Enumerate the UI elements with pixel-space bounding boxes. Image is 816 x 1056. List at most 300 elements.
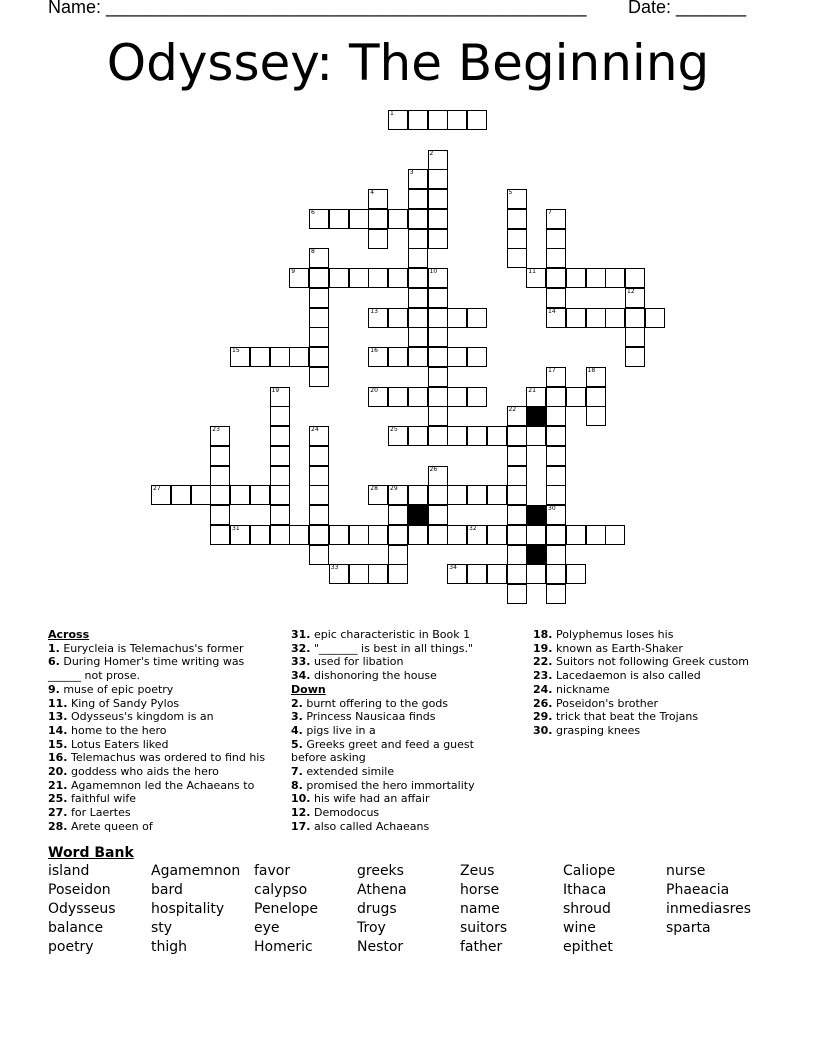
clue-item xyxy=(291,820,526,834)
grid-cell[interactable] xyxy=(546,446,566,466)
grid-cell[interactable] xyxy=(408,288,428,308)
clue-number: 2. xyxy=(291,696,303,710)
grid-cell[interactable] xyxy=(487,426,507,446)
grid-cell[interactable] xyxy=(447,485,467,505)
grid-cell[interactable] xyxy=(507,248,527,268)
grid-cell[interactable] xyxy=(507,209,527,229)
clue-text: trick that beat the Trojans xyxy=(556,710,699,724)
word-bank-column xyxy=(563,862,615,957)
clue-number: 32. xyxy=(291,641,311,655)
grid-cell[interactable] xyxy=(309,446,329,466)
grid-cell[interactable] xyxy=(309,525,329,545)
grid-cell[interactable] xyxy=(566,564,586,584)
grid-cell[interactable] xyxy=(250,525,270,545)
clue-number: 28. xyxy=(48,819,68,833)
grid-cell[interactable] xyxy=(408,387,428,407)
grid-cell[interactable] xyxy=(526,426,546,446)
clue-number: 23. xyxy=(533,669,553,683)
grid-cell[interactable] xyxy=(368,564,388,584)
grid-block-cell xyxy=(526,505,546,525)
clue-item xyxy=(291,779,526,793)
grid-cell[interactable] xyxy=(546,466,566,486)
grid-cell[interactable] xyxy=(428,387,448,407)
clue-text: Lacedaemon is also called xyxy=(556,669,701,683)
across-heading: Across xyxy=(48,628,90,641)
name-field-label: Name: ________________________________________________ xyxy=(48,0,587,17)
grid-cell[interactable] xyxy=(388,426,408,446)
grid-cell[interactable] xyxy=(408,308,428,328)
clue-number: 1 xyxy=(390,110,394,117)
grid-cell[interactable] xyxy=(349,564,369,584)
word-bank-word: Troy xyxy=(357,920,386,936)
grid-cell[interactable] xyxy=(388,308,408,328)
grid-cell[interactable] xyxy=(428,426,448,446)
grid-cell[interactable] xyxy=(210,446,230,466)
grid-cell[interactable] xyxy=(191,485,211,505)
grid-cell[interactable] xyxy=(270,426,290,446)
clue-text: dishonoring the house xyxy=(314,669,437,683)
grid-cell[interactable] xyxy=(467,387,487,407)
clue-item xyxy=(291,669,526,683)
grid-cell[interactable] xyxy=(210,485,230,505)
clue-number: 31. xyxy=(291,628,311,641)
grid-cell[interactable] xyxy=(507,564,527,584)
clue-number: 18. xyxy=(533,628,553,641)
word-bank-word: thigh xyxy=(151,939,188,955)
clues-column-2 xyxy=(291,628,526,834)
grid-cell[interactable] xyxy=(408,169,428,189)
grid-cell[interactable] xyxy=(447,525,467,545)
grid-cell[interactable] xyxy=(546,288,566,308)
grid-cell[interactable] xyxy=(526,564,546,584)
grid-cell[interactable] xyxy=(388,564,408,584)
grid-cell[interactable] xyxy=(467,564,487,584)
clue-number: 14 xyxy=(548,307,556,315)
grid-cell[interactable] xyxy=(408,327,428,347)
grid-cell[interactable] xyxy=(507,505,527,525)
clue-text: "_______ is best in all things." xyxy=(314,641,474,655)
grid-cell[interactable] xyxy=(270,525,290,545)
grid-cell[interactable] xyxy=(388,485,408,505)
grid-cell[interactable] xyxy=(368,525,388,545)
clue-text: his wife had an affair xyxy=(314,792,430,806)
grid-cell[interactable] xyxy=(546,485,566,505)
grid-cell[interactable] xyxy=(625,308,645,328)
grid-cell[interactable] xyxy=(329,268,349,288)
clue-text: Agamemnon led the Achaeans to xyxy=(71,778,255,792)
word-bank-word: bard xyxy=(151,882,183,898)
grid-cell[interactable] xyxy=(210,525,230,545)
word-bank-word: poetry xyxy=(48,939,94,955)
grid-cell[interactable] xyxy=(428,169,448,189)
grid-cell[interactable] xyxy=(368,347,388,367)
grid-cell[interactable] xyxy=(270,347,290,367)
grid-cell[interactable] xyxy=(270,466,290,486)
clues-column-3 xyxy=(533,628,773,738)
grid-cell[interactable] xyxy=(428,308,448,328)
grid-cell[interactable] xyxy=(309,367,329,387)
clue-item xyxy=(48,697,283,711)
grid-cell[interactable] xyxy=(546,229,566,249)
grid-cell[interactable] xyxy=(309,209,329,229)
clue-number: 16 xyxy=(370,347,378,354)
grid-cell[interactable] xyxy=(447,387,467,407)
clue-item xyxy=(533,683,773,697)
grid-cell[interactable] xyxy=(526,525,546,545)
grid-cell[interactable] xyxy=(270,505,290,525)
word-bank-title: Word Bank xyxy=(48,845,134,861)
grid-cell[interactable] xyxy=(408,525,428,545)
grid-cell[interactable] xyxy=(309,505,329,525)
grid-cell[interactable] xyxy=(368,485,388,505)
clue-number: 5 xyxy=(508,189,513,196)
grid-cell[interactable] xyxy=(586,268,606,288)
clue-number: 21 xyxy=(528,386,536,394)
grid-cell[interactable] xyxy=(309,288,329,308)
clue-number: 24. xyxy=(533,682,553,696)
clue-item xyxy=(48,792,283,806)
clue-number: 30 xyxy=(548,505,556,512)
clue-text: Demodocus xyxy=(314,806,380,820)
grid-cell[interactable] xyxy=(368,229,388,249)
grid-cell[interactable] xyxy=(309,545,329,565)
grid-cell[interactable] xyxy=(210,466,230,486)
grid-cell[interactable] xyxy=(388,387,408,407)
clue-number: 1. xyxy=(48,641,60,655)
grid-cell[interactable] xyxy=(309,426,329,446)
clue-text: Telemachus was ordered to find his xyxy=(71,751,266,765)
grid-cell[interactable] xyxy=(309,485,329,505)
grid-cell[interactable] xyxy=(408,268,428,288)
clue-number: 17. xyxy=(291,819,311,833)
grid-cell[interactable] xyxy=(605,268,625,288)
grid-cell[interactable] xyxy=(507,466,527,486)
clue-item xyxy=(533,724,773,738)
grid-cell[interactable] xyxy=(447,564,467,584)
grid-cell[interactable] xyxy=(586,406,606,426)
clue-number: 14. xyxy=(48,723,68,737)
clue-number: 11. xyxy=(48,696,68,710)
grid-cell[interactable] xyxy=(507,446,527,466)
word-bank-word: Agamemnon xyxy=(151,863,241,879)
grid-cell[interactable] xyxy=(428,327,448,347)
grid-cell[interactable] xyxy=(368,387,388,407)
grid-cell[interactable] xyxy=(546,406,566,426)
word-bank-word: Poseidon xyxy=(48,882,111,898)
word-bank-word: Phaeacia xyxy=(666,882,730,898)
clue-number: 9 xyxy=(291,268,296,275)
clue-number: 10. xyxy=(291,792,311,806)
grid-cell[interactable] xyxy=(546,545,566,565)
word-bank-word: balance xyxy=(48,920,104,936)
word-bank-word: name xyxy=(460,901,500,917)
grid-cell[interactable] xyxy=(467,347,487,367)
grid-cell[interactable] xyxy=(605,525,625,545)
grid-cell[interactable] xyxy=(566,268,586,288)
grid-cell[interactable] xyxy=(467,110,487,130)
grid-cell[interactable] xyxy=(230,525,250,545)
clue-text: for Laertes xyxy=(71,806,131,820)
clue-number: 3 xyxy=(409,169,414,177)
grid-cell[interactable] xyxy=(329,525,349,545)
grid-cell[interactable] xyxy=(447,110,467,130)
clue-text: faithful wife xyxy=(71,792,137,806)
word-bank-word: wine xyxy=(563,920,596,936)
grid-cell[interactable] xyxy=(586,367,606,387)
grid-cell[interactable] xyxy=(329,564,349,584)
grid-cell[interactable] xyxy=(546,564,566,584)
clue-number: 6 xyxy=(311,208,315,216)
grid-cell[interactable] xyxy=(507,229,527,249)
down-heading: Down xyxy=(291,682,326,696)
word-bank-word: nurse xyxy=(666,863,706,879)
grid-cell[interactable] xyxy=(487,525,507,545)
clue-number: 19 xyxy=(271,386,280,394)
grid-cell[interactable] xyxy=(586,387,606,407)
clue-item xyxy=(48,669,283,683)
grid-cell[interactable] xyxy=(546,308,566,328)
grid-cell[interactable] xyxy=(586,525,606,545)
grid-cell[interactable] xyxy=(408,189,428,209)
grid-cell[interactable] xyxy=(408,426,428,446)
clue-item xyxy=(291,738,526,752)
grid-cell[interactable] xyxy=(289,268,309,288)
grid-cell[interactable] xyxy=(566,387,586,407)
grid-cell[interactable] xyxy=(368,268,388,288)
grid-cell[interactable] xyxy=(546,268,566,288)
clue-number: 7 xyxy=(548,208,552,216)
grid-cell[interactable] xyxy=(408,110,428,130)
clue-number: 32 xyxy=(469,524,477,532)
clue-item xyxy=(48,724,283,738)
grid-cell[interactable] xyxy=(230,347,250,367)
grid-cell[interactable] xyxy=(605,308,625,328)
grid-cell[interactable] xyxy=(388,110,408,130)
grid-cell[interactable] xyxy=(388,545,408,565)
grid-cell[interactable] xyxy=(507,406,527,426)
grid-cell[interactable] xyxy=(171,485,191,505)
clue-item xyxy=(291,628,526,642)
word-bank-word: shroud xyxy=(563,901,611,917)
grid-cell[interactable] xyxy=(546,209,566,229)
grid-cell[interactable] xyxy=(526,268,546,288)
grid-cell[interactable] xyxy=(388,525,408,545)
grid-cell[interactable] xyxy=(428,367,448,387)
word-bank-word: favor xyxy=(254,863,291,879)
grid-cell[interactable] xyxy=(487,564,507,584)
grid-cell[interactable] xyxy=(447,308,467,328)
grid-cell[interactable] xyxy=(625,288,645,308)
grid-cell[interactable] xyxy=(289,347,309,367)
grid-cell[interactable] xyxy=(467,308,487,328)
grid-cell[interactable] xyxy=(586,308,606,328)
grid-cell[interactable] xyxy=(645,308,665,328)
word-bank-word: epithet xyxy=(563,939,613,955)
down-clue-list xyxy=(291,697,526,834)
grid-cell[interactable] xyxy=(507,426,527,446)
clue-text: home to the hero xyxy=(71,723,167,737)
clue-item xyxy=(48,710,283,724)
clue-number: 26. xyxy=(533,696,553,710)
grid-cell[interactable] xyxy=(388,209,408,229)
grid-cell[interactable] xyxy=(270,446,290,466)
grid-cell[interactable] xyxy=(289,525,309,545)
grid-cell[interactable] xyxy=(408,209,428,229)
clue-text: Princess Nausicaa finds xyxy=(306,710,436,724)
grid-cell[interactable] xyxy=(250,347,270,367)
grid-cell[interactable] xyxy=(151,485,171,505)
grid-cell[interactable] xyxy=(210,426,230,446)
grid-cell[interactable] xyxy=(546,525,566,545)
clue-number: 33. xyxy=(291,655,311,669)
grid-cell[interactable] xyxy=(250,485,270,505)
clue-text: grasping knees xyxy=(556,723,641,737)
grid-cell[interactable] xyxy=(428,485,448,505)
grid-cell[interactable] xyxy=(428,347,448,367)
grid-cell[interactable] xyxy=(507,485,527,505)
grid-cell[interactable] xyxy=(230,485,250,505)
grid-cell[interactable] xyxy=(428,288,448,308)
across-clue-list-continued xyxy=(291,628,526,683)
grid-cell[interactable] xyxy=(428,525,448,545)
grid-cell[interactable] xyxy=(428,406,448,426)
clue-text: Eurycleia is Telemachus's former xyxy=(63,641,244,655)
grid-cell[interactable] xyxy=(408,485,428,505)
grid-cell[interactable] xyxy=(546,584,566,604)
clue-text: Poseidon's brother xyxy=(556,696,659,710)
grid-cell[interactable] xyxy=(368,209,388,229)
grid-cell[interactable] xyxy=(428,189,448,209)
clue-text: ______ not prose. xyxy=(48,669,140,683)
clue-text: also called Achaeans xyxy=(314,819,430,833)
clue-item xyxy=(48,765,283,779)
grid-cell[interactable] xyxy=(467,525,487,545)
word-bank-column xyxy=(357,862,407,957)
grid-cell[interactable] xyxy=(349,268,369,288)
clue-number: 23 xyxy=(212,426,220,433)
grid-cell[interactable] xyxy=(428,110,448,130)
grid-cell[interactable] xyxy=(467,485,487,505)
grid-cell[interactable] xyxy=(546,367,566,387)
clue-text: Arete queen of xyxy=(71,819,153,833)
page-title: Odyssey: The Beginning xyxy=(106,34,710,92)
grid-cell[interactable] xyxy=(507,584,527,604)
grid-cell[interactable] xyxy=(526,387,546,407)
clue-item xyxy=(291,697,526,711)
grid-cell[interactable] xyxy=(428,505,448,525)
clue-item xyxy=(533,669,773,683)
word-bank-column xyxy=(48,862,116,957)
clue-number: 33 xyxy=(330,564,339,572)
grid-cell[interactable] xyxy=(388,347,408,367)
grid-cell[interactable] xyxy=(309,327,329,347)
grid-cell[interactable] xyxy=(546,248,566,268)
clue-number: 29 xyxy=(390,485,398,493)
word-bank-column xyxy=(254,862,318,957)
clue-item xyxy=(48,806,283,820)
grid-cell[interactable] xyxy=(349,209,369,229)
grid-cell[interactable] xyxy=(309,248,329,268)
clue-number: 6. xyxy=(48,655,60,669)
grid-cell[interactable] xyxy=(546,505,566,525)
clue-item xyxy=(291,751,526,765)
grid-cell[interactable] xyxy=(388,268,408,288)
word-bank-word: father xyxy=(460,939,503,955)
grid-cell[interactable] xyxy=(309,347,329,367)
word-bank-word: Homeric xyxy=(254,939,313,955)
clue-number: 2 xyxy=(429,149,434,157)
clue-number: 17 xyxy=(548,366,556,374)
grid-cell[interactable] xyxy=(487,485,507,505)
grid-cell[interactable] xyxy=(467,426,487,446)
grid-cell[interactable] xyxy=(447,426,467,446)
grid-cell[interactable] xyxy=(507,545,527,565)
grid-cell[interactable] xyxy=(270,485,290,505)
grid-cell[interactable] xyxy=(309,466,329,486)
clue-number: 5. xyxy=(291,737,303,751)
grid-cell[interactable] xyxy=(566,308,586,328)
word-bank-column xyxy=(460,862,507,957)
grid-cell[interactable] xyxy=(309,308,329,328)
grid-cell[interactable] xyxy=(566,525,586,545)
grid-cell[interactable] xyxy=(309,268,329,288)
word-bank-word: inmediasres xyxy=(666,901,752,917)
word-bank-word: greeks xyxy=(357,863,404,879)
grid-cell[interactable] xyxy=(428,209,448,229)
clue-item xyxy=(533,628,773,642)
clue-number: 15 xyxy=(232,347,240,354)
grid-cell[interactable] xyxy=(270,387,290,407)
grid-cell[interactable] xyxy=(546,426,566,446)
grid-cell[interactable] xyxy=(625,327,645,347)
clue-number: 11 xyxy=(528,268,536,275)
grid-cell[interactable] xyxy=(408,347,428,367)
grid-cell[interactable] xyxy=(368,189,388,209)
clue-number: 22. xyxy=(533,655,553,669)
grid-cell[interactable] xyxy=(625,268,645,288)
clue-number: 20 xyxy=(370,386,378,394)
word-bank-word: Caliope xyxy=(563,863,616,879)
grid-cell[interactable] xyxy=(428,229,448,249)
grid-cell[interactable] xyxy=(368,308,388,328)
grid-cell[interactable] xyxy=(507,189,527,209)
across-clue-list xyxy=(48,642,283,834)
grid-cell[interactable] xyxy=(428,466,448,486)
grid-cell[interactable] xyxy=(546,387,566,407)
date-field-label: Date: _______ xyxy=(628,0,747,17)
clue-item xyxy=(533,655,773,669)
grid-cell[interactable] xyxy=(210,505,230,525)
grid-cell[interactable] xyxy=(428,150,448,170)
clue-text: Odysseus's kingdom is an xyxy=(71,710,214,724)
grid-cell[interactable] xyxy=(270,406,290,426)
grid-cell[interactable] xyxy=(507,525,527,545)
clue-item xyxy=(291,724,526,738)
grid-cell[interactable] xyxy=(349,525,369,545)
grid-cell[interactable] xyxy=(388,505,408,525)
grid-cell[interactable] xyxy=(408,248,428,268)
grid-cell[interactable] xyxy=(625,347,645,367)
clue-text: used for libation xyxy=(314,655,404,669)
clue-text: Greeks greet and feed a guest xyxy=(306,737,474,751)
grid-cell[interactable] xyxy=(428,268,448,288)
clue-number: 20. xyxy=(48,765,68,779)
clue-text: King of Sandy Pylos xyxy=(71,696,180,710)
clue-text: burnt offering to the gods xyxy=(306,696,449,710)
grid-cell[interactable] xyxy=(408,229,428,249)
grid-cell[interactable] xyxy=(329,209,349,229)
grid-cell[interactable] xyxy=(447,347,467,367)
